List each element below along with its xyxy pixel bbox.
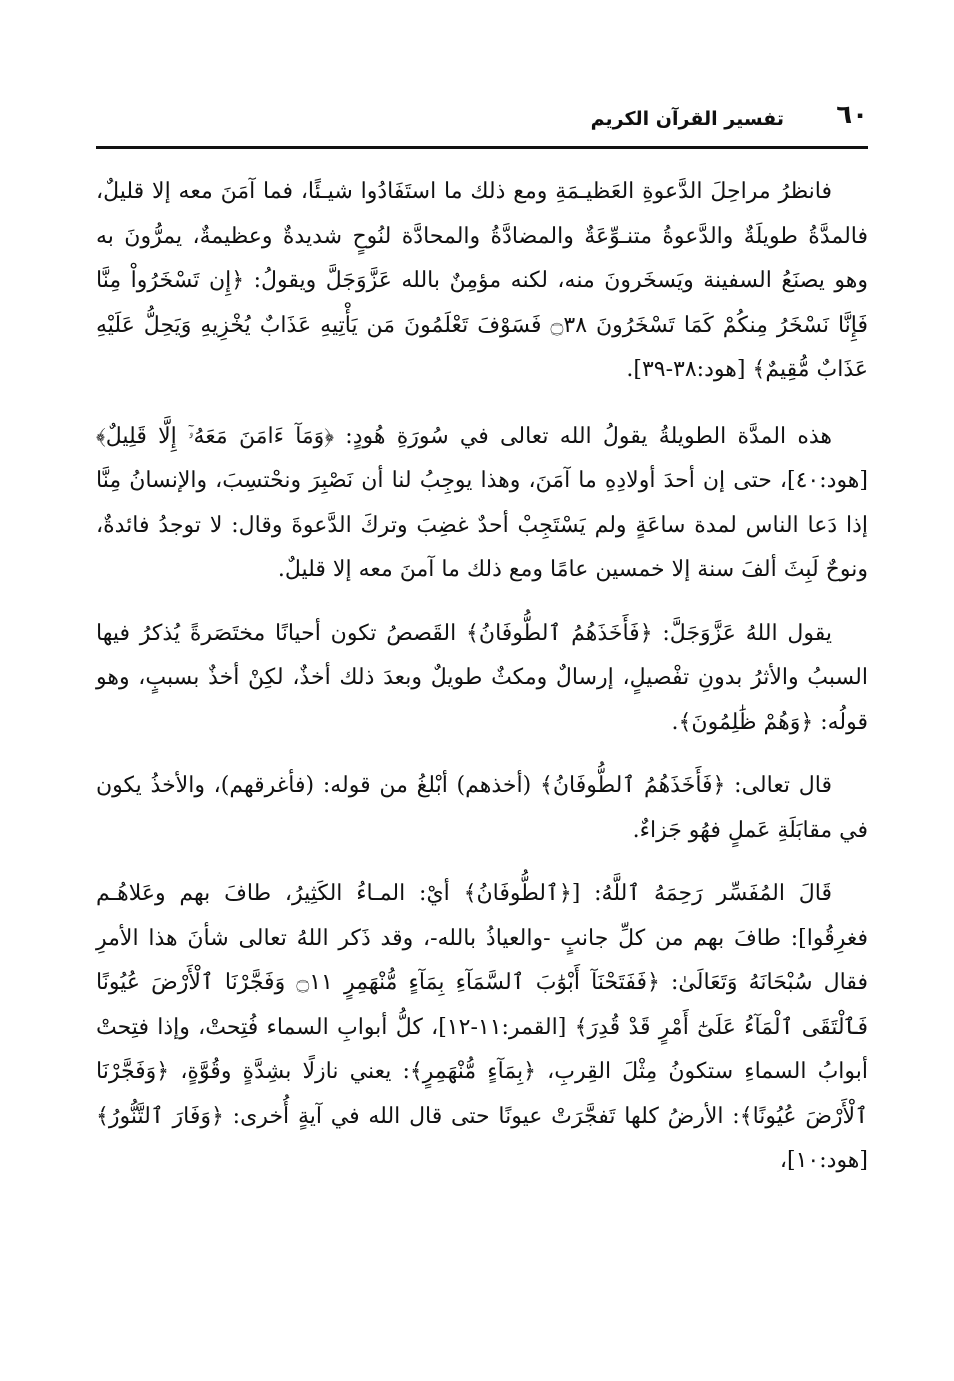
- paragraph-2: هذه المدَّة الطويلةُ يقولُ الله تعالى في سُورَةِ هُودٍ: ﴿وَمَآ ءَامَنَ مَعَهُۥٓ إِلَّا قَلِيلٌ﴾ [هود:٤٠]، حتى إن أحدَ أولادِهِ ما آمَنَ، وهذا يوجِبُ لنا أن نَصْبِرَ ونحْتسِبَ، والإنسانُ مِنَّا إذا دَعا الناس لمدة ساعَةٍ ولم يَسْتَجِبْ أحدٌ غضِبَ وتركَ الدَّعوةَ وقال: لا توجدُ فائدةٌ، ونوحٌ لَبِثَ ألفَ سنة إلا خمسين عامًا ومع ذلك ما آمنَ معه إلا قليلٌ.: [96, 423, 868, 582]
- page-body: [96, 170, 868, 1203]
- header-rule: [96, 146, 868, 149]
- paragraph-5: قَالَ المُفَسِّر رَحِمَهُ ٱللَّهُ: [﴿ٱلطُّوفَانُ﴾ أيْ: المـاءُ الكَثِيرُ، طافَ بهم وعَلاهُـم فغرِقُوا]: طافَ بهم من كلِّ جانبٍ -والعياذُ بالله-، وقد ذَكر اللهُ تعالى شأنَ هذا الأمرِ فقال سُبْحَانَهُ وَتَعَالَىٰ: ﴿فَفَتَحْنَآ أَبْوَٰبَ ٱلسَّمَآءِ بِمَآءٍ مُّنْهَمِرٍ ۝١١ وَفَجَّرْنَا ٱلْأَرْضَ عُيُونًا فَٱلْتَقَى ٱلْمَآءُ عَلَىٰٓ أَمْرٍ قَدْ قُدِرَ﴾ [القمر:١١-١٢]، كلُّ أبوابِ السماء فُتِحتْ، وإذا فتِحتْ أبوابُ السماءِ ستكونُ مِثْلَ القِربِ، ﴿بِمَآءٍ مُّنْهَمِرٍ﴾: يعني نازلًا بشِدَّةٍ وقُوَّةٍ، ﴿وَفَجَّرْنَا ٱلْأَرْضَ عُيُونًا﴾: الأرضُ كلها تَفجَّرَتْ عيونًا حتى قال الله في آيةٍ أُخرى: ﴿وَفَارَ ٱلتَّنُّورُ﴾ [هود:١٠]،: [96, 881, 868, 1173]
- paragraph-1: فانظرُ مراحِلَ الدَّعوةِ العَظيـمَةِ ومع ذلك ما استَفَادُوا شيـئًا، فما آمَنَ معه إلا قليلٌ، فالمدَّةُ طويلَةٌ والدَّعوةُ متنـوِّعَةٌ والمضادَّةُ والمحادَّة لنُوحٍ شديدةٌ وعظيمةٌ، يمرُّونَ به وهو يصنَعُ السفينة ويَسخَرونَ منه، لكنه مؤمِنٌ بالله عَزَّوَجَلَّ ويقولُ: ﴿إِن تَسْخَرُواْ مِنَّا فَإِنَّا نَسْخَرُ مِنكُمْ كَمَا تَسْخَرُونَ ۝٣٨ فَسَوْفَ تَعْلَمُونَ مَن يَأْتِيهِ عَذَابٌ يُخْزِيهِ وَيَحِلُّ عَلَيْهِ عَذَابٌ مُّقِيمٌ﴾ [هود:٣٨-٣٩].: [96, 179, 868, 382]
- paragraph-4: قال تعالى: ﴿فَأَخَذَهُمُ ٱلطُّوفَانُ﴾ (أخذهم) أبْلغُ من قوله: (فأغرقهم)، والأخذُ يكون في مقابَلَةِ عَملٍ فهُو جَزاءٌ.: [96, 773, 868, 843]
- page-header: [96, 100, 868, 144]
- paragraph-3: يقول اللهُ عَزَّوَجَلَّ: ﴿فَأَخَذَهُمُ ٱلطُّوفَانُ﴾ القَصصُ تكون أحيانًا مختَصَرةً يُذكرُ فيها السببُ والأثرُ بدونِ تفْصيلٍ، إرسالٌ ومكثٌ طويلٌ وبعدَ ذلك أخذٌ، لكِنْ أخذٌ بسببٍ، وهو قولُه: ﴿وَهُمْ ظَٰلِمُونَ﴾.: [96, 620, 868, 735]
- page-number: ٦٠: [836, 100, 868, 130]
- running-title: تفسير القرآن الكريم: [590, 108, 784, 130]
